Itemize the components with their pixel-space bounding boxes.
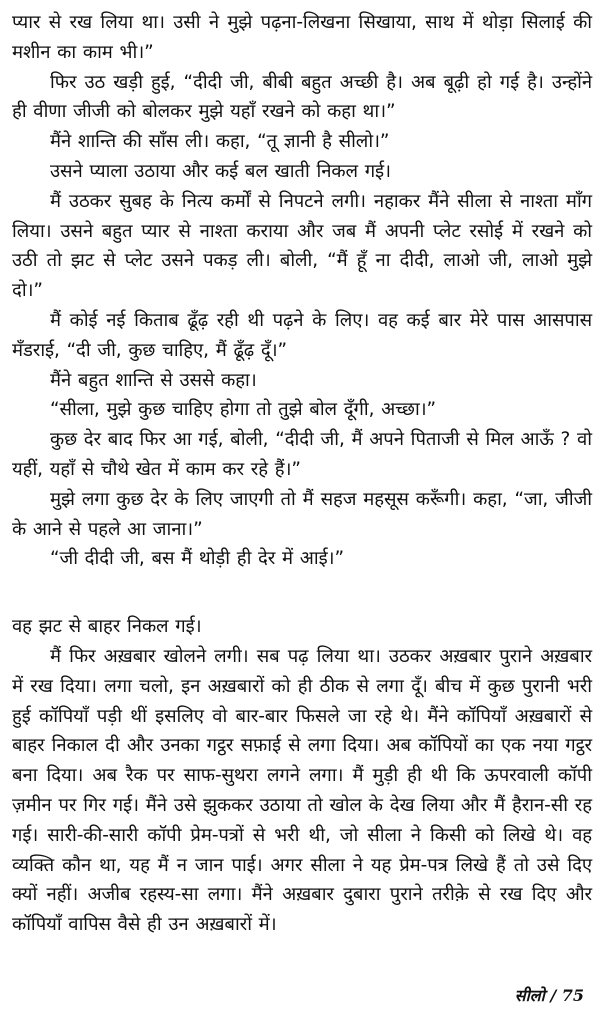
page-footer: सीलो / 75 [514,986,584,1005]
paragraph-11: “जी दीदी जी, बस मैं थोड़ी ही देर में आई।” [50,548,344,570]
paragraph-10: मुझे लगा कुछ देर के लिए जाएगी तो मैं सहज महसूस करूँगी। कहा, “जा, जीजी के आने से पहले आ जाना।” [12,488,592,540]
paragraph-7: मैंने बहुत शान्ति से उससे कहा। [50,369,257,391]
paragraph-5: मैं उठकर सुबह के नित्य कर्मों से निपटने लगी। नहाकर मैंने सीला से नाश्ता माँग लिया। उसने बहुत प्यार से नाश्ता कराया और जब मैं अपनी प्लेट रसोई में रखने को उठी तो झट से प्लेट उसने पकड़ ली। बोली, “मैं हूँ ना दीदी, लाओ जी, लाओ मुझे दो।” [12,190,592,302]
paragraph-6: मैं कोई नई किताब ढूँढ़ रही थी पढ़ने के लिए। वह कई बार मेरे पास आसपास मँडराई, “दी जी, कुछ चाहिए, मैं ढूँढ़ दूँ।” [12,309,592,361]
page-body [12,8,592,940]
paragraph-3: मैंने शान्ति की साँस ली। कहा, “तू ज्ञानी है सीलो।” [50,131,390,153]
paragraph-2: फिर उठ खड़ी हुई, “दीदी जी, बीबी बहुत अच्छी है। अब बूढ़ी हो गई है। उन्होंने ही वीणा जीजी को बोलकर मुझे यहाँ रखने को कहा था।” [12,71,592,123]
paragraph-1: प्यार से रख लिया था। उसी ने मुझे पढ़ना-लिखना सिखाया, साथ में थोड़ा सिलाई की मशीन का काम भी।” [12,12,592,63]
paragraph-4: उसने प्याला उठाया और कई बल खाती निकल गई। [50,160,391,182]
paragraph-8: “सीला, मुझे कुछ चाहिए होगा तो तुझे बोल दूँगी, अच्छा।” [50,399,437,421]
paragraph-13: मैं फिर अख़बार खोलने लगी। सब पढ़ लिया था। उठकर अख़बार पुराने अख़बार में रख दिया। लगा चलो, इन अख़बारों को ही ठीक से लगा दूँ। बीच में कुछ पुरानी भरी हुई कॉपियाँ पड़ी थीं इसलिए वो बार-बार फिसले जा रहे थे। मैंने कॉपियाँ अख़बारों से बाहर निकाल दी और उनका गट्ठर सफ़ाई से लगा दिया। अब कॉपियों का एक नया गट्ठर बना दिया। अब रैक पर साफ-सुथरा लगने लगा। मैं मुड़ी ही थी कि ऊपरवाली कॉपी ज़मीन पर गिर गई। मैंने उसे झुककर उठाया तो खोल के देख लिया और मैं हैरान-सी रह गई। सारी-की-सारी कॉपी प्रेम-पत्रों से भरी थी, जो सीला ने किसी को लिखे थे। वह व्यक्ति कौन था, यह मैं न जान पाई। अगर सीला ने यह प्रेम-पत्र लिखे हैं तो उसे दिए क्यों नहीं। अजीब रहस्य-सा लगा। मैंने अख़बार दुबारा पुराने तरीक़े से रख दिए और कॉपियाँ वापिस वैसे ही उन अख़बारों में। [12,645,592,936]
paragraph-12: वह झट से बाहर निकल गई। [12,616,202,638]
paragraph-9: कुछ देर बाद फिर आ गई, बोली, “दीदी जी, मैं अपने पिताजी से मिल आऊँ ? वो यहीं, यहाँ से चौथे खेत में काम कर रहे हैं।” [12,429,592,480]
